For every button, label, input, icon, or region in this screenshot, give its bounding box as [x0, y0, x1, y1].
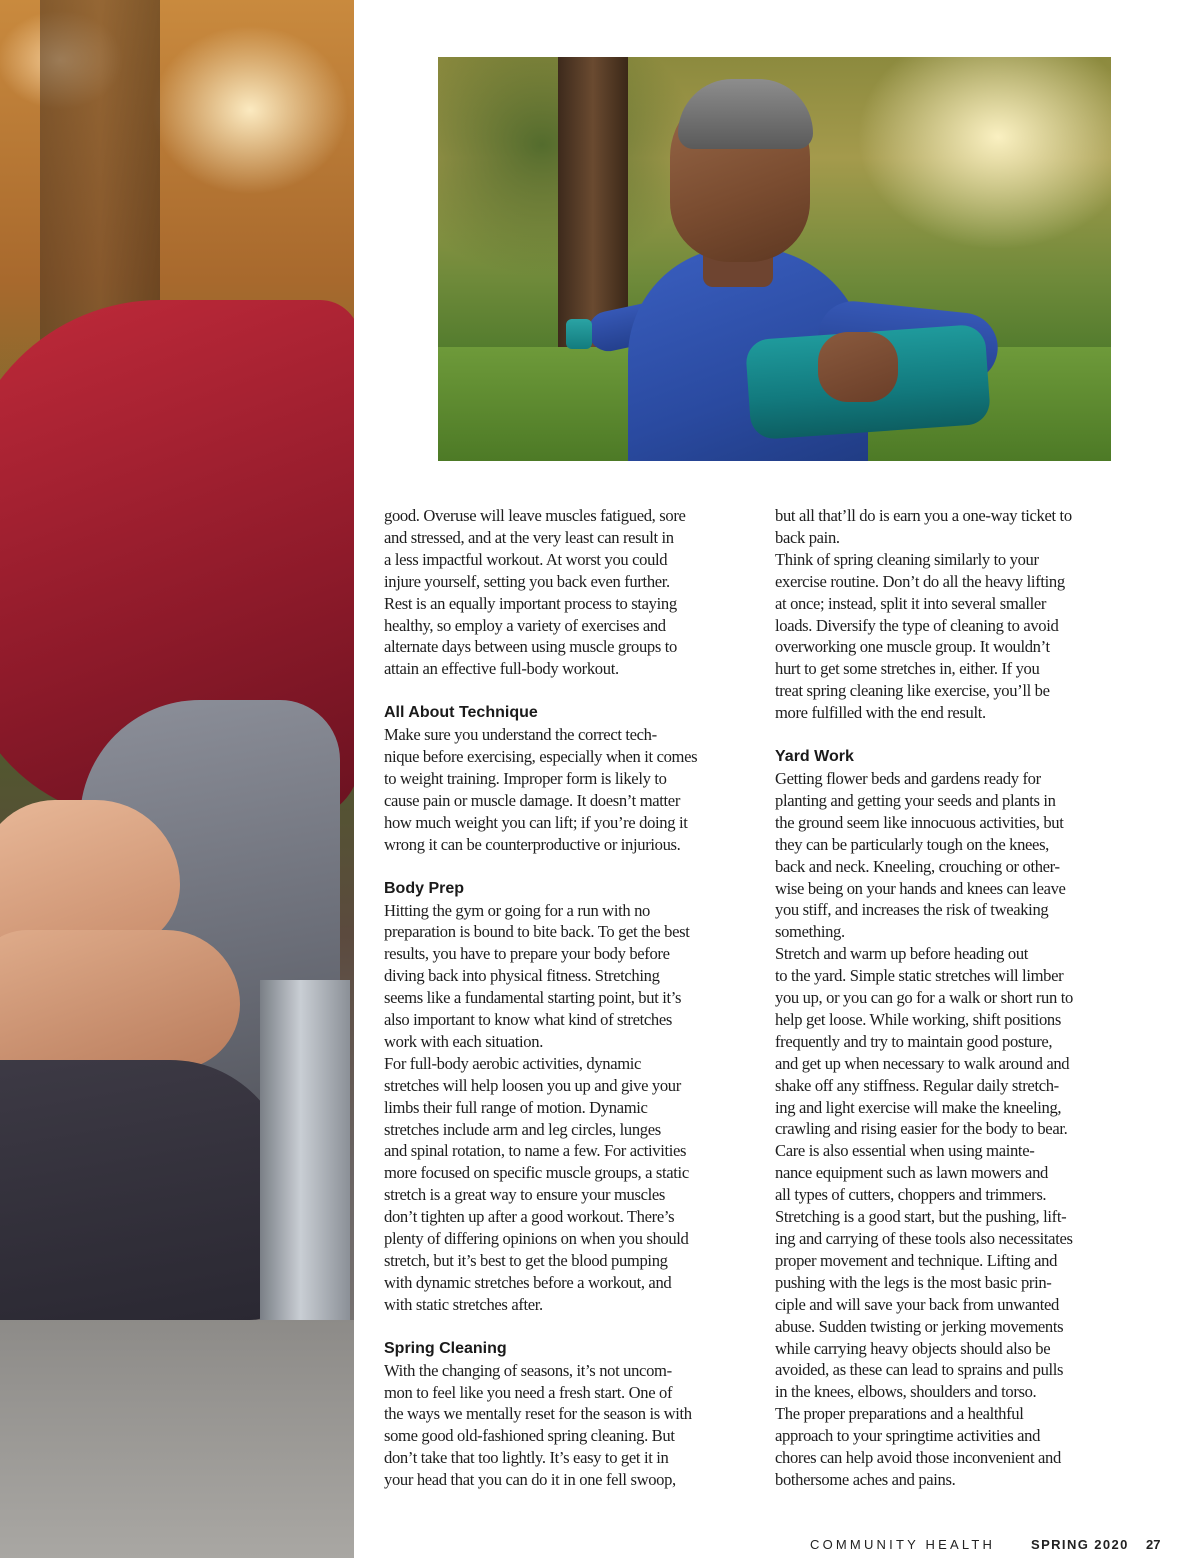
- article-left-column: [384, 505, 749, 1491]
- photo-dumbbell-small: [566, 319, 592, 349]
- paragraph-yard-work-4: The proper preparations and a healthful approach to your springtime activities and chores can help avoid those inconvenient and bothersome aches and pains.: [775, 1404, 1061, 1489]
- footer-issue: SPRING 2020: [1031, 1537, 1129, 1552]
- paragraph-spring-cleaning-1: With the changing of seasons, it’s not uncom- mon to feel like you need a fresh start. One of the ways we mentally reset for the season is with some good old-fashioned spring cleaning. But don’t take that too lightly. It’s easy to get it in your head that you can do it in one fell swoop,: [384, 1360, 692, 1490]
- heading-body-prep: Body Prep: [384, 879, 465, 897]
- heading-all-about-technique: All About Technique: [384, 704, 538, 722]
- top-photo-man-with-dumbbells: [438, 57, 1111, 461]
- paragraph-intro: good. Overuse will leave muscles fatigued, sore and stressed, and at the very least can result in a less impactful workout. At worst you could injure yourself, setting you back even further. Rest is an equally important process to staying healthy, so employ a variety of exercises and alternate days between using muscle groups to attain an effective full-body workout.: [384, 506, 686, 679]
- photo-ground: [0, 1320, 354, 1558]
- paragraph-yard-work-3: Care is also essential when using mainte- nance equipment such as lawn mowers and all types of cutters, choppers and trimmers. Stretching is a good start, but the pushing, lift- ing and carrying of these tools also necessitates proper movement and technique. Lifting and pushing with the legs is the most basic prin- ciple and will save your back from unwanted abuse. Sudden twisting or jerking movements while carrying heavy objects should also be avoided, as these can lead to sprains and pulls in the knees, elbows, shoulders and torso.: [775, 1141, 1073, 1402]
- paragraph-yard-work-2: Stretch and warm up before heading out to the yard. Simple static stretches will limber you up, or you can go for a walk or short run to help get loose. While working, shift positions frequently and try to maintain good posture, and get up when necessary to walk around and shake off any stiffness. Regular daily stretch- ing and light exercise will make the kneeling, crawling and rising easier for the body to bear.: [775, 944, 1073, 1139]
- photo-hair: [678, 79, 813, 149]
- paragraph-spring-cleaning-cont: but all that’ll do is earn you a one-way ticket to back pain.: [775, 506, 1072, 547]
- photo-hand: [0, 930, 240, 1070]
- paragraph-body-prep-1: Hitting the gym or going for a run with no preparation is bound to bite back. To get the best results, you have to prepare your body before diving back into physical fitness. Stretching seems like a fundamental starting point, but it’s also important to know what kind of stretches work with each situation.: [384, 900, 690, 1051]
- paragraph-technique: Make sure you understand the correct tech- nique before exercising, especially when it comes to weight training. Improper form is likely to cause pain or muscle damage. It doesn’t matter how much weight you can lift; if you’re doing it wrong it can be counterproductive or injurious.: [384, 725, 698, 854]
- photo-fist: [818, 332, 898, 402]
- left-photo-stretching-woman: [0, 0, 354, 1558]
- footer-page-number: 27: [1146, 1537, 1161, 1552]
- heading-spring-cleaning: Spring Cleaning: [384, 1339, 507, 1357]
- photo-hand: [0, 800, 180, 950]
- paragraph-spring-cleaning-2: Think of spring cleaning similarly to your exercise routine. Don’t do all the heavy lifting at once; instead, split it into several smaller loads. Diversify the type of cleaning to avoid overworking one muscle group. It wouldn’t hurt to get some stretches in, either. If you treat spring cleaning like exercise, you’ll be more fulfilled with the end result.: [775, 549, 1065, 723]
- photo-pants: [0, 1060, 290, 1320]
- heading-yard-work: Yard Work: [775, 748, 854, 766]
- article-right-column: [775, 505, 1125, 1491]
- footer-publication-name: COMMUNITY HEALTH: [810, 1537, 996, 1552]
- paragraph-body-prep-2: For full-body aerobic activities, dynamic stretches will help loosen you up and give your limbs their full range of motion. Dynamic stretches include arm and leg circles, lunges and spinal rotation, to name a few. For activities more focused on specific muscle groups, a static stretch is a great way to ensure your muscles don’t tighten up after a good workout. There’s plenty of differing opinions on when you should stretch, but it’s best to get the blood pumping with dynamic stretches before a workout, and with static stretches after.: [384, 1053, 689, 1314]
- paragraph-yard-work-1: Getting flower beds and gardens ready for planting and getting your seeds and plants in the ground seem like innocuous activities, but they can be particularly tough on the knees, back and neck. Kneeling, crouching or other- wise being on your hands and knees can leave you stiff, and increases the risk of tweaking something.: [775, 768, 1066, 942]
